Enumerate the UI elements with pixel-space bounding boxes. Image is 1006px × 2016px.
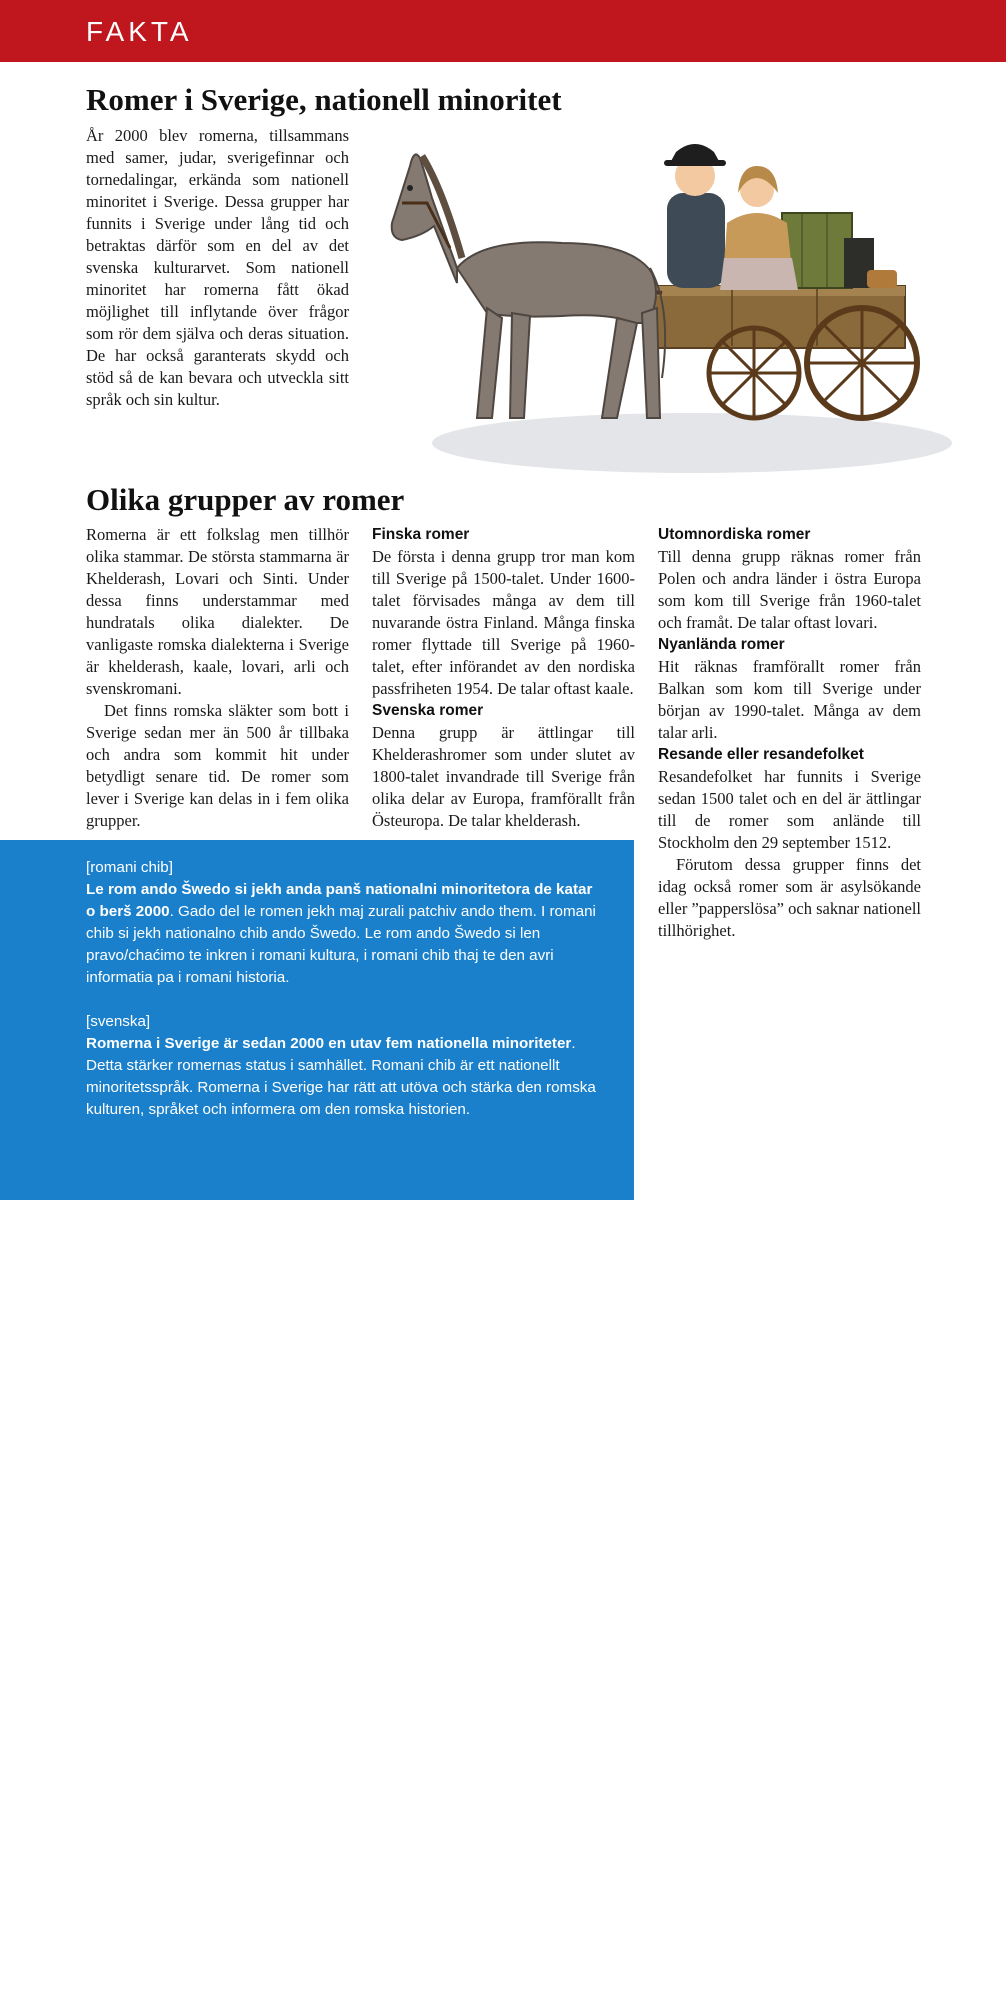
swedish-paragraph xyxy=(86,1033,596,1121)
header-label: FAKTA xyxy=(86,16,193,47)
section-title-grupper: Olika grupper av romer xyxy=(86,482,405,517)
group-text: Resandefolket har funnits i Sverige sedan 1500 talet och en del är ättlingar till de romer som anlände till Stockholm den 29 september 1512. xyxy=(658,767,921,852)
horse xyxy=(392,154,665,418)
group-text: De första i denna grupp tror man kom till Sverige på 1500-talet. Under 1600-talet förvisades många av dem till nuvarande östra Finland. Många finska romer flyttade till Sverige på 1960-talet, efter införandet av den nordiska passfriheten 1954. De talar oftast kaale. xyxy=(372,547,635,698)
language-info-box xyxy=(0,840,634,2015)
group-heading: Nyanlända romer xyxy=(658,636,785,653)
swedish-label: [svenska] xyxy=(86,1013,151,1030)
paragraph-slakter: Det finns romska släkter som bott i Sverige sedan mer än 500 år tillbaka och andra som kommit hit under betydligt senare tid. De romer som lever i Sverige kan delas in i fem olika grupper. xyxy=(86,701,349,830)
group-heading: Utomnordiska romer xyxy=(658,526,811,543)
swedish-bold-lead: Romerna i Sverige är sedan 2000 en utav fem nationella minoriteter xyxy=(86,1035,572,1052)
group-text: Till denna grupp räknas romer från Polen och andra länder i östra Europa som kom till Sverige från 1960-talet och framåt. De talar oftast lovari. xyxy=(658,547,921,632)
romani-paragraph xyxy=(86,879,596,989)
group-heading: Svenska romer xyxy=(372,702,484,719)
man-figure xyxy=(667,193,725,288)
text-column-3 xyxy=(658,524,921,942)
group-heading: Finska romer xyxy=(372,526,470,543)
romani-body: . Gado del le romen jekh maj zurali patchiv ando them. I romani chib si jekh nationalno chib ando Šwedo. Le rom ando Šwedo si len pravo/chaćimo te inkren i romani kultura, i romani chib thaj te den avri informatia pa i romani historia. xyxy=(86,903,596,986)
paragraph-stammar: Romerna är ett folkslag men tillhör olika stammar. De största stammarna är Khelderash, Lovari och Sinti. Under dessa finns understammar med hundratals olika dialekter. De vanligaste romska dialekterna i Sverige är khelderash, kaale, lovari, arli och svenskromani. xyxy=(86,525,349,698)
page-number: 8 xyxy=(38,1998,47,2015)
front-wheel xyxy=(709,328,799,418)
section-title-minoritet: Romer i Sverige, nationell minoritet xyxy=(86,82,562,117)
romani-label: [romani chib] xyxy=(86,859,173,876)
text-column-2 xyxy=(372,524,635,832)
rear-wheel xyxy=(807,308,917,418)
group-text: Hit räknas framförallt romer från Balkan som kom till Sverige under början av 1990-talet. Många av dem talar arli. xyxy=(658,657,921,742)
closing-paragraph: Förutom dessa grupper finns det idag också romer som är asylsökande eller ”papperslösa” och saknar nationell tillhörighet. xyxy=(658,855,921,940)
swedish-body: . Detta stärker romernas status i samhället. Romani chib är ett nationellt minoritetsspråk. Romerna i Sverige har rätt att utöva och stärka den romska kulturen, språket och informera om den romska historien. xyxy=(86,1035,596,1118)
ground-shadow xyxy=(432,413,952,473)
intro-paragraph: År 2000 blev romerna, tillsammans med samer, judar, sverigefinnar och tornedalingar, erkända som nationell minoritet i Sverige. Dessa grupper har funnits i Sverige under lång tid och betraktas därför som en del av det svenska kulturarvet. Som nationell minoritet har romerna fått ökad möjlighet till inflytande över frågor som rör dem själva och deras situation. De har också garanterats skydd och stöd så de kan bevara och utveckla sitt språk och sin kultur. xyxy=(86,126,349,409)
text-column-1 xyxy=(86,524,349,832)
horse-cart-illustration xyxy=(362,118,957,488)
romani-bold-lead: Le rom ando Šwedo si jekh anda panš nationalni minoritetora de katar o berš 2000 xyxy=(86,881,593,920)
group-heading: Resande eller resandefolket xyxy=(658,746,864,763)
group-text: Denna grupp är ättlingar till Khelderashromer som under slutet av 1800-talet invandrade till Sverige från olika delar av Europa, framförallt från Östeuropa. De talar khelderash. xyxy=(372,723,635,830)
fakta-header-bar xyxy=(0,0,1006,62)
